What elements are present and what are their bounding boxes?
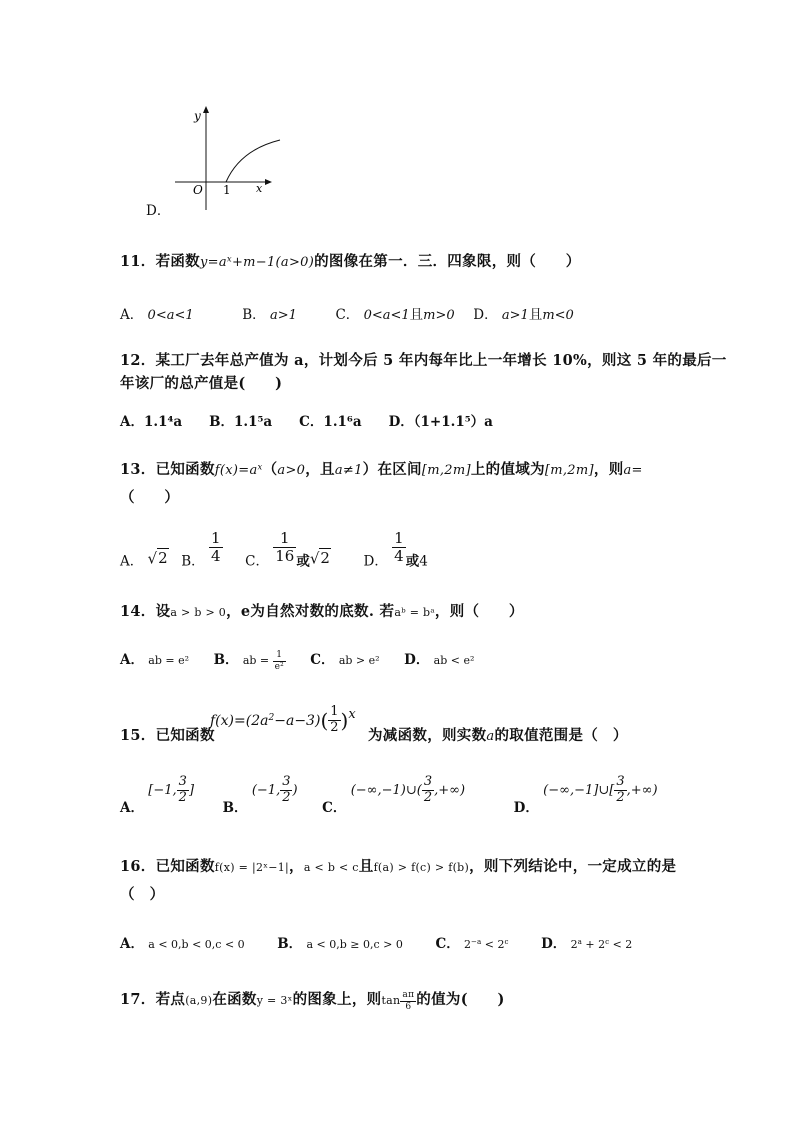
q14-text: ，e为自然对数的底数. 若 <box>226 603 395 620</box>
q15-option-d-label: D． <box>513 799 539 816</box>
q11-suffix: 的图像在第一．三．四象限，则（ ） <box>314 253 581 270</box>
q11-option-b-label: B． <box>242 307 266 323</box>
q16-option-b: a < 0,b ≥ 0,c > 0 <box>306 938 403 951</box>
q16-line2: （ ） <box>120 886 165 903</box>
q15-function: $f(x)=(2a^2-a-3)$( $\frac{1}{2}$ )$^x$ <box>210 704 356 735</box>
q12-line2: 年该厂的总产值是( ) <box>120 375 283 392</box>
q13-a-equals: a= <box>623 463 643 478</box>
q11-option-d-and: 且 <box>528 307 543 323</box>
q15-prefix: 15．已知函数 <box>120 727 215 744</box>
q16-option-c-label: C． <box>435 936 460 952</box>
q14-equation: aᵇ = bᵃ <box>394 606 435 619</box>
q15-suffix <box>368 724 628 745</box>
q13-text-4: 上的值域为 <box>470 461 545 478</box>
q16-option-a-label: A． <box>120 936 144 952</box>
q13-options <box>120 530 428 575</box>
q14-option-c-label: C． <box>310 652 335 668</box>
q16-prefix: 16．已知函数 <box>120 858 215 875</box>
q13-option-d-label: D． <box>363 553 388 570</box>
q17-tan: tan $\frac{a\pi}{6}$ <box>381 990 415 1012</box>
q17-function: y = 3ˣ <box>256 994 293 1007</box>
q15-text-2: 的取值范围是（ ） <box>494 727 628 744</box>
q15-text: 为减函数，则实数 <box>368 727 487 744</box>
q11-function: $y=a^x+m-1(a>0)$ <box>199 253 315 270</box>
q11-option-d-part1: a>1 <box>501 308 529 323</box>
q13-text-3: ）在区间 <box>362 461 422 478</box>
q12-options: A．1.1⁴a B．1.1⁵a C．1.1⁶a D．（1+1.1⁵）a <box>120 414 493 430</box>
q11-prefix: 若函数 <box>155 253 200 270</box>
q13-range: [m,2m] <box>544 463 594 478</box>
q11-option-d-part2: m<0 <box>542 308 574 323</box>
q16-function: f(x) = |2ˣ−1| <box>214 861 290 874</box>
graph-d-svg <box>140 100 290 215</box>
q15-variable: a <box>486 729 495 744</box>
question-11 <box>120 250 581 271</box>
q13-option-b-label: B． <box>181 553 205 570</box>
q16-options <box>120 932 632 952</box>
q11-option-a-label: A． <box>120 307 144 323</box>
q13-option-d-frac: $\frac{1}{4}$ <box>394 529 404 566</box>
q13-cond-a: a>0 <box>277 463 306 478</box>
q15-option-b: (−1, $\frac{3}{2}$ ) <box>251 774 298 805</box>
q13-option-d-value: 4 <box>419 553 428 570</box>
q14-option-d: ab < e² <box>433 654 475 667</box>
graph-d <box>140 100 290 215</box>
q11-option-b: a>1 <box>269 308 297 323</box>
q16-option-d: $2^a + 2^c < 2$ <box>570 937 633 951</box>
graph-tick-label: 1 <box>223 183 231 197</box>
q16-comma: ， <box>289 858 304 875</box>
q13-option-c-or: 或 <box>296 553 310 570</box>
q16-and: 且 <box>358 858 374 875</box>
q16-option-c: $2^{-a} < 2^c$ <box>464 937 509 951</box>
q13-text-1: （ <box>262 461 278 478</box>
q14-option-a: ab = e² <box>148 654 190 667</box>
q11-option-c-label: C． <box>335 307 360 323</box>
q13-function: $f(x)=a^x$ <box>214 461 263 478</box>
q14-option-b: ab = $\frac{1}{e^2}$ <box>242 650 284 672</box>
q13-option-d-or: 或 <box>405 553 420 570</box>
q14-options <box>120 648 474 672</box>
q11-option-c-part2: m>0 <box>423 308 455 323</box>
q14-option-d-label: D． <box>404 652 430 668</box>
q13-interval: [m,2m] <box>421 463 471 478</box>
question-16 <box>120 855 676 876</box>
q13-text-2: ，且 <box>305 461 335 478</box>
q13-cond-a2: a≠1 <box>334 463 363 478</box>
q16-option-b-label: B． <box>277 936 303 952</box>
q17-prefix: 17．若点 <box>120 991 186 1008</box>
q17-suffix: 的值为( ) <box>416 991 505 1008</box>
q11-options <box>120 303 574 323</box>
q11-option-a: 0<a<1 <box>147 308 194 323</box>
q11-number: 11． <box>120 253 156 270</box>
q15-option-c-label: C． <box>322 799 347 816</box>
graph-y-label: y <box>194 109 201 123</box>
q14-prefix: 14．设 <box>120 603 171 620</box>
q13-option-c-frac: $\frac{1}{16}$ <box>275 529 295 566</box>
q14-option-b-label: B． <box>213 652 239 668</box>
question-13 <box>120 458 643 479</box>
question-17 <box>120 988 505 1012</box>
q14-suffix: ，则（ ） <box>434 603 524 620</box>
q12-line1: 12．某工厂去年总产值为 a，计划今后 5 年内每年比上一年增长 10%，则这 5 年的最后一 <box>120 352 727 369</box>
q17-text: 在函数 <box>212 991 257 1008</box>
graph-x-label: x <box>256 182 263 195</box>
q15-option-d: (−∞,−1]∪[ $\frac{3}{2}$ ,+∞) <box>543 774 658 805</box>
graph-y-arrow <box>203 106 209 113</box>
q13-prefix: 13．已知函数 <box>120 461 215 478</box>
q11-option-c-part1: 0<a<1 <box>363 308 410 323</box>
q13-option-c-label: C． <box>245 553 269 570</box>
q14-option-c: ab > e² <box>338 654 380 667</box>
graph-curve <box>226 140 280 182</box>
q17-text-2: 的图象上，则 <box>292 991 382 1008</box>
q15-option-a: [−1, $\frac{3}{2}$ ] <box>148 774 195 805</box>
q15-option-c: (−∞,−1)∪( $\frac{3}{2}$ ,+∞) <box>350 774 466 805</box>
q11-option-c-and: 且 <box>409 307 424 323</box>
question-14 <box>120 600 524 621</box>
q11-option-d-label: D． <box>473 307 498 323</box>
q14-condition: a > b > 0 <box>170 606 227 619</box>
q16-condition-2: f(a) > f(c) > f(b) <box>373 861 470 874</box>
q16-suffix: ，则下列结论中，一定成立的是 <box>469 858 677 875</box>
q13-line2: （ ） <box>120 489 180 506</box>
q16-option-d-label: D． <box>541 936 567 952</box>
q13-option-a: √2 <box>147 549 168 568</box>
q15-option-b-label: B． <box>222 799 248 816</box>
q13-option-c-sqrt: √2 <box>309 549 330 568</box>
q15-option-a-label: A． <box>120 799 144 816</box>
q15-options <box>120 775 658 825</box>
q16-option-a: a < 0,b < 0,c < 0 <box>148 938 245 951</box>
q13-option-a-label: A． <box>120 553 144 570</box>
graph-d-label: D． <box>146 203 171 219</box>
q13-text-5: ，则 <box>593 461 624 478</box>
graph-origin-label: O <box>193 183 203 197</box>
q17-point: (a,9) <box>185 994 213 1007</box>
q13-option-b: $\frac{1}{4}$ <box>210 529 221 566</box>
graph-x-arrow <box>265 179 272 185</box>
q14-option-a-label: A． <box>120 652 144 668</box>
q16-condition-1: a < b < c <box>303 861 359 874</box>
